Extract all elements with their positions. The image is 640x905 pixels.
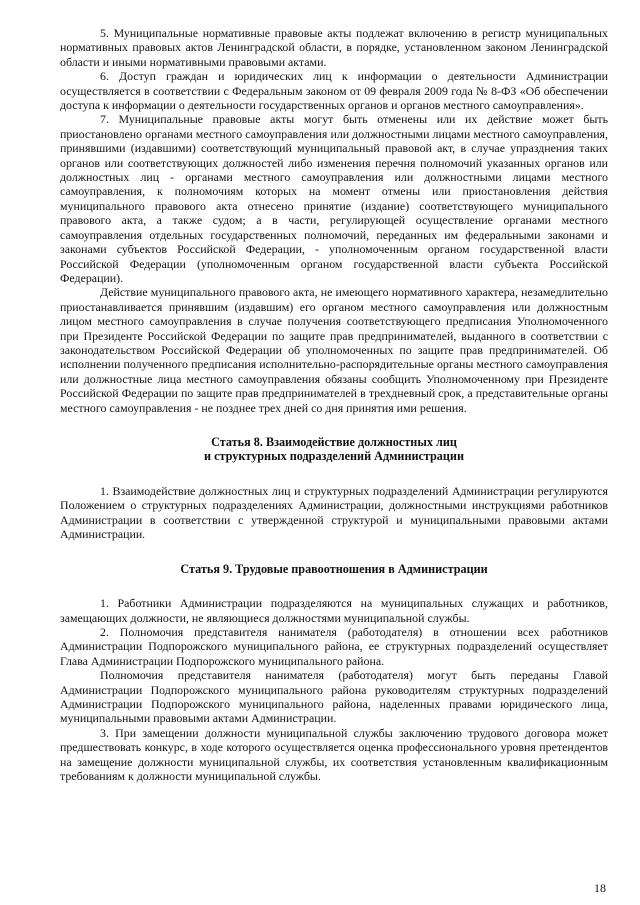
article-8-heading xyxy=(60,435,608,464)
article-8-body xyxy=(60,484,608,542)
article-9-title: Статья 9. Трудовые правоотношения в Администрации xyxy=(180,561,488,576)
top-section xyxy=(60,26,608,415)
paragraph-item-5: 5. Муниципальные нормативные правовые акты подлежат включению в регистр муниципальных нормативных правовых актов Ленинградской области, в порядке, установленном законом Ленинградской области и иными нормативными правовыми актами. xyxy=(60,26,608,69)
article-8-title-line-1: Статья 8. Взаимодействие должностных лиц xyxy=(211,434,457,449)
page-number: 18 xyxy=(594,881,606,895)
paragraph-item-6: 6. Доступ граждан и юридических лиц к информации о деятельности Администрации осуществляется в соответствии с Федеральным законом от 09 февраля 2009 года № 8-ФЗ «Об обеспечении доступа к информации о деятельности государственных органов и органов местного самоуправления». xyxy=(60,69,608,113)
paragraph-item-7: 7. Муниципальные правовые акты могут быть отменены или их действие может быть приостановлено органами местного самоуправления или должностными лицами местного самоуправления, принявшими (издавшими) соответствующий муниципальный правовой акт, в случае упразднения таких органов или соответствующих должностей либо изменения перечня полномочий указанных органов или должностных лиц - органами местного самоуправления или должностными лицами местного самоуправления, к полномочиям которых на момент отмены или приостановления действия муниципального правового акта отнесено принятие (издание) соответствующего муниципального правового акта, а также судом; а в части, регулирующей осуществление органами местного самоуправления отдельных государственных полномочий, переданных им федеральными законами и законами субъектов Российской Федерации, - уполномоченным органом государственной власти Российской Федерации (уполномоченным органом государственной власти субъекта Российской Федерации). xyxy=(60,112,608,285)
paragraph-suspension: Действие муниципального правового акта, не имеющего нормативного характера, незамедлительно приостанавливается принявшим (издавшим) его органом местного самоуправления или должностным лицом местного самоуправления в случае получения соответствующего предписания Уполномоченного при Президенте Российской Федерации по защите прав предпринимателей, выданного в соответствии с законодательством Российской Федерации об уполномоченных по защите прав предпринимателей. Об исполнении полученного предписания исполнительно-распорядительные органы местного самоуправления или должностные лица местного самоуправления обязаны сообщить Уполномоченному при Президенте Российской Федерации по защите прав предпринимателей в трехдневный срок, а представительные органы местного самоуправления - не позднее трех дней со дня принятия ими решения. xyxy=(60,285,608,415)
article-8-paragraph-1: 1. Взаимодействие должностных лиц и структурных подразделений Администрации регулируются Положением о структурных подразделениях Администрации, должностными инструкциями работников Администрации в соответствии с утвержденной структурой и муниципальными правовыми актами Администрации. xyxy=(60,483,608,542)
article-9-paragraph-1: 1. Работники Администрации подразделяются на муниципальных служащих и работников, замещающих должности, не являющиеся должностями муниципальной службы. xyxy=(60,596,608,625)
article-9-paragraph-3: 3. При замещении должности муниципальной службы заключению трудового договора может предшествовать конкурс, в ходе которого осуществляется оценка профессионального уровня претендентов на замещение должности муниципальной службы, их соответствия установленным квалификационным требованиям к должности муниципальной службы. xyxy=(60,725,608,783)
article-9-body xyxy=(60,596,608,783)
article-9-paragraph-2-cont: Полномочия представителя нанимателя (работодателя) могут быть переданы Главой Администрации Подпорожского муниципального района руководителям структурных подразделений Администрации Подпорожского муниципального района, наделенных правами юридического лица, муниципальными правовыми актами Администрации. xyxy=(60,668,608,726)
article-8-title-line-2: и структурных подразделений Администрации xyxy=(204,449,464,464)
article-9-paragraph-2: 2. Полномочия представителя нанимателя (работодателя) в отношении всех работников Администрации Подпорожского муниципального района, ее структурных подразделений осуществляет Глава Администрации Подпорожского муниципального района. xyxy=(60,624,608,668)
